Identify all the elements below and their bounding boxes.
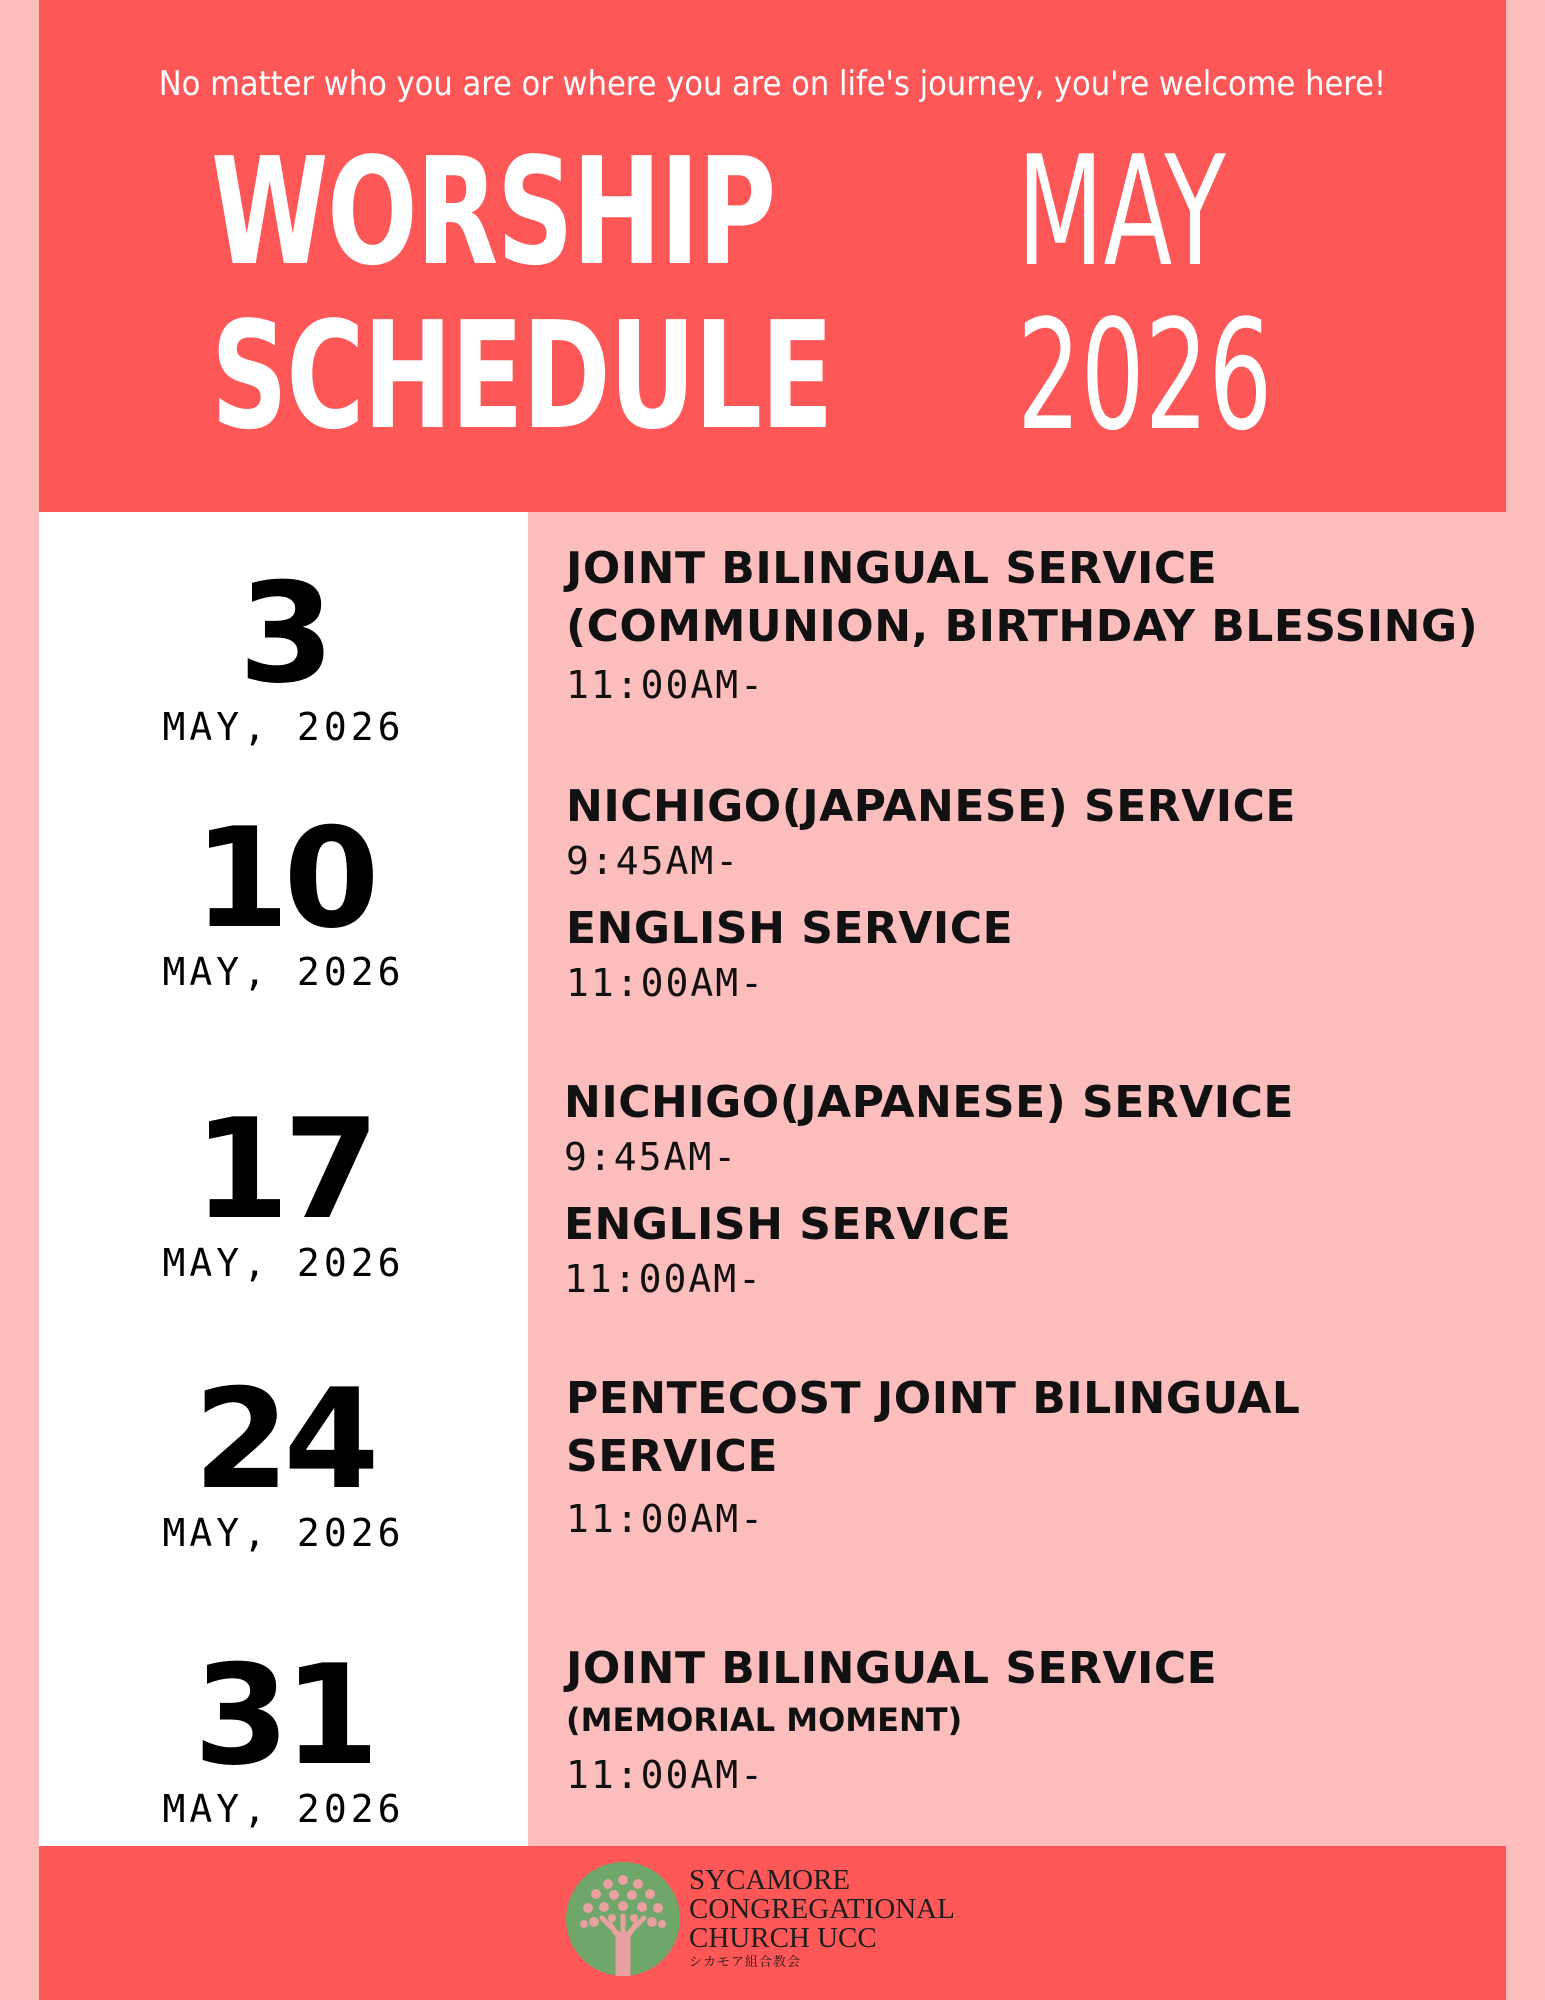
service-block-may17 bbox=[564, 1074, 1294, 1304]
date-entry-3 bbox=[39, 553, 528, 750]
date-entry-31 bbox=[39, 1635, 528, 1832]
page-title bbox=[211, 126, 833, 462]
footer-banner bbox=[39, 1846, 1506, 2000]
service-title: JOINT BILINGUAL SERVICE bbox=[566, 543, 1218, 594]
date-day: 3 bbox=[238, 553, 329, 714]
date-month-year: MAY, 2026 bbox=[162, 950, 405, 994]
service-time: 11:00AM- bbox=[566, 961, 766, 1005]
title-line-1: WORSHIP bbox=[211, 126, 775, 298]
service-block-may24 bbox=[566, 1370, 1300, 1544]
date-day: 24 bbox=[193, 1359, 374, 1520]
service-title: ENGLISH SERVICE bbox=[566, 903, 1014, 954]
date-entry-17 bbox=[39, 1089, 528, 1286]
welcome-tagline: No matter who you are or where you are on life's journey, you're welcome here! bbox=[158, 64, 1387, 104]
service-title: ENGLISH SERVICE bbox=[564, 1199, 1012, 1250]
service-time: 11:00AM- bbox=[564, 1257, 764, 1301]
title-line-2: SCHEDULE bbox=[211, 290, 833, 462]
date-day: 10 bbox=[193, 798, 374, 959]
service-time: 11:00AM- bbox=[566, 1753, 766, 1797]
church-name-line1: SYCAMORE bbox=[689, 1864, 851, 1896]
service-time: 9:45AM- bbox=[566, 839, 741, 883]
header-banner bbox=[39, 0, 1506, 512]
church-name bbox=[689, 1866, 955, 1971]
service-time: 9:45AM- bbox=[564, 1135, 739, 1179]
year-label: 2026 bbox=[1017, 287, 1273, 464]
church-name-line2: CONGREGATIONAL bbox=[689, 1893, 955, 1925]
date-entry-24 bbox=[39, 1359, 528, 1556]
date-month-year: MAY, 2026 bbox=[162, 1787, 405, 1831]
date-entry-10 bbox=[39, 798, 528, 995]
service-title-detail: (COMMUNION, BIRTHDAY BLESSING) bbox=[566, 601, 1479, 652]
service-time: 11:00AM- bbox=[566, 1497, 766, 1541]
church-name-line3: CHURCH UCC bbox=[689, 1922, 877, 1954]
service-block-may10 bbox=[566, 778, 1296, 1008]
service-block-may3 bbox=[566, 540, 1478, 710]
service-title: PENTECOST JOINT BILINGUAL bbox=[566, 1373, 1301, 1424]
tree-icon bbox=[566, 1862, 680, 1976]
service-time: 11:00AM- bbox=[566, 663, 766, 707]
service-title: JOINT BILINGUAL SERVICE bbox=[566, 1643, 1218, 1694]
month-label: MAY bbox=[1017, 123, 1226, 300]
service-title-line2: SERVICE bbox=[566, 1431, 778, 1482]
church-name-japanese: シカモア組合教会 bbox=[689, 1954, 802, 1969]
date-month-year: MAY, 2026 bbox=[162, 1241, 405, 1285]
service-title: NICHIGO(JAPANESE) SERVICE bbox=[566, 781, 1296, 832]
service-subtitle: (MEMORIAL MOMENT) bbox=[566, 1701, 963, 1739]
service-block-may31 bbox=[566, 1640, 1217, 1800]
month-year-heading bbox=[1017, 123, 1273, 464]
date-month-year: MAY, 2026 bbox=[162, 1511, 405, 1555]
service-title: NICHIGO(JAPANESE) SERVICE bbox=[564, 1077, 1294, 1128]
date-day: 17 bbox=[193, 1089, 374, 1250]
date-month-year: MAY, 2026 bbox=[162, 705, 405, 749]
date-column bbox=[39, 512, 528, 1846]
date-day: 31 bbox=[193, 1635, 374, 1796]
